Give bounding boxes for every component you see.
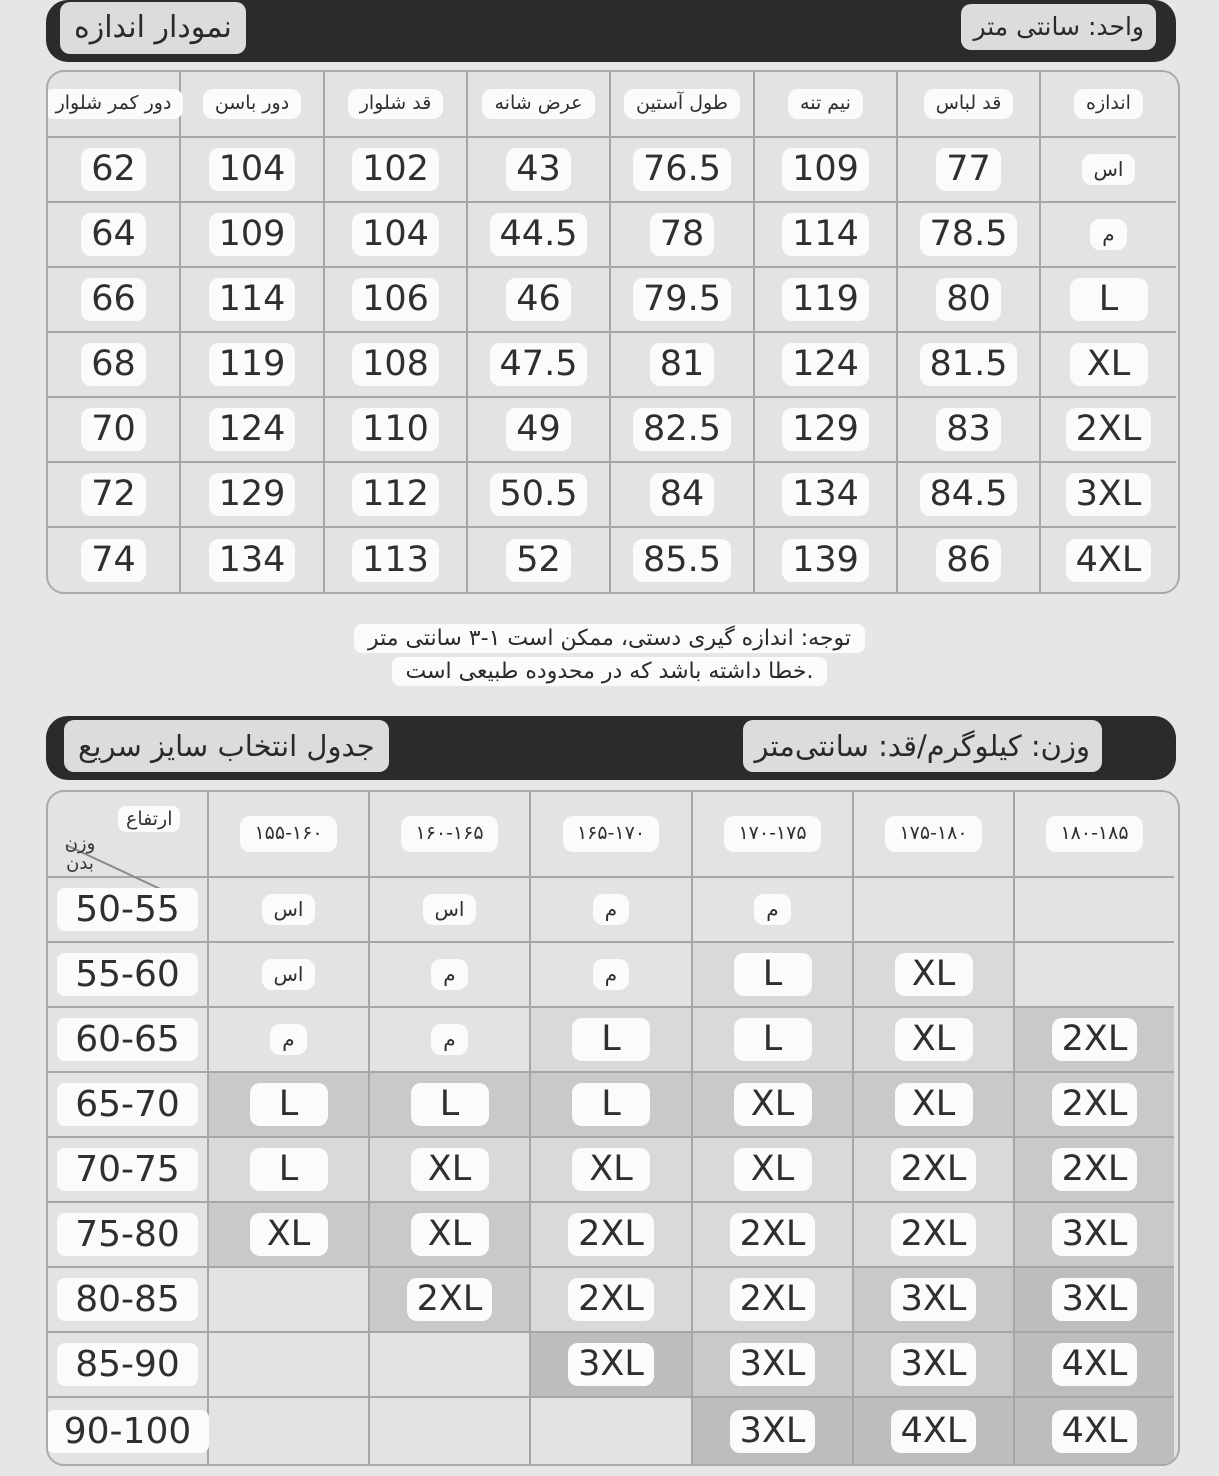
- size-recommendation-cell: [854, 1268, 1015, 1333]
- measurement-value: 50.5: [490, 473, 588, 515]
- recommended-size: 4XL: [891, 1410, 977, 1452]
- size-label: 2XL: [1066, 408, 1152, 450]
- measurement-value: 129: [782, 408, 869, 450]
- recommended-size: XL: [572, 1148, 650, 1190]
- measurement-value: 72: [81, 473, 146, 515]
- size-recommendation-cell: [209, 943, 370, 1008]
- recommended-size: م: [593, 894, 629, 925]
- size-cell: [48, 528, 181, 593]
- measurement-value: 43: [506, 148, 571, 190]
- recommended-size: 2XL: [568, 1278, 654, 1320]
- measurement-value: 49: [506, 408, 571, 450]
- size-recommendation-cell: [531, 1008, 693, 1073]
- size-cell: [181, 463, 325, 528]
- measurement-value: 114: [782, 213, 869, 255]
- measurement-value: 114: [209, 278, 296, 320]
- size-cell: [755, 138, 898, 203]
- size-recommendation-cell: [370, 1268, 531, 1333]
- size-chart-unit: واحد: سانتی متر: [961, 4, 1156, 50]
- size-chart-header: [46, 0, 1176, 62]
- weight-range: 50-55: [57, 888, 198, 931]
- height-range: ۱۷۵-۱۸۰: [885, 816, 981, 852]
- size-cell: [325, 463, 468, 528]
- quick-chart-table: [46, 790, 1180, 1466]
- weight-cell: [48, 1073, 209, 1138]
- size-cell: [48, 333, 181, 398]
- size-recommendation-cell: [531, 1268, 693, 1333]
- recommended-size: XL: [895, 1083, 973, 1125]
- size-recommendation-cell: [531, 1073, 693, 1138]
- recommended-size: L: [411, 1083, 489, 1125]
- size-recommendation-cell: [693, 878, 854, 943]
- recommended-size: 3XL: [730, 1410, 816, 1452]
- size-cell: [1041, 138, 1176, 203]
- measurement-value: 102: [352, 148, 439, 190]
- size-cell: [1041, 463, 1176, 528]
- size-recommendation-cell: [370, 1138, 531, 1203]
- note-line-2: خطا داشته باشد که در محدوده طبیعی است.: [392, 657, 828, 686]
- quick-chart-header: [46, 716, 1176, 780]
- recommended-size: 3XL: [1052, 1278, 1138, 1320]
- weight-range: 65-70: [57, 1083, 198, 1126]
- size-cell: [325, 528, 468, 593]
- recommended-size: XL: [250, 1213, 328, 1255]
- height-range: ۱۶۰-۱۶۵: [401, 816, 497, 852]
- measurement-value: 104: [352, 213, 439, 255]
- size-recommendation-cell: [531, 1398, 693, 1465]
- size-recommendation-cell: [1015, 943, 1174, 1008]
- recommended-size: XL: [895, 1018, 973, 1060]
- measurement-value: 139: [782, 539, 869, 581]
- size-recommendation-cell: [854, 1138, 1015, 1203]
- weight-range: 55-60: [57, 953, 198, 996]
- weight-cell: [48, 1138, 209, 1203]
- size-cell: [468, 203, 611, 268]
- measurement-value: 76.5: [633, 148, 731, 190]
- size-recommendation-cell: [209, 1138, 370, 1203]
- measurement-value: 70: [81, 408, 146, 450]
- quick-chart-title: جدول انتخاب سایز سریع: [64, 720, 389, 772]
- size-cell: [755, 203, 898, 268]
- height-header-cell: [1015, 792, 1174, 878]
- weight-range: 70-75: [57, 1148, 198, 1191]
- recommended-size: 3XL: [568, 1343, 654, 1385]
- recommended-size: 2XL: [730, 1278, 816, 1320]
- measurement-value: 64: [81, 213, 146, 255]
- size-cell: [755, 463, 898, 528]
- measurement-value: 112: [352, 473, 439, 515]
- measurement-value: 109: [782, 148, 869, 190]
- size-recommendation-cell: [370, 1008, 531, 1073]
- size-cell: [755, 398, 898, 463]
- size-cell: [898, 203, 1041, 268]
- measurement-value: 106: [352, 278, 439, 320]
- size-cell: [181, 333, 325, 398]
- recommended-size: XL: [734, 1083, 812, 1125]
- recommended-size: 2XL: [891, 1148, 977, 1190]
- column-header: طول آستین: [624, 89, 740, 119]
- corner-weight-label: وزن بدن: [64, 833, 96, 874]
- measurement-value: 74: [81, 539, 146, 581]
- recommended-size: 4XL: [1052, 1410, 1138, 1452]
- measurement-value: 82.5: [633, 408, 731, 450]
- size-cell: [325, 398, 468, 463]
- size-cell: [468, 398, 611, 463]
- recommended-size: 2XL: [1052, 1083, 1138, 1125]
- measurement-value: 124: [209, 408, 296, 450]
- size-cell: [755, 528, 898, 593]
- size-cell: [755, 333, 898, 398]
- size-recommendation-cell: [531, 1138, 693, 1203]
- size-recommendation-cell: [209, 1268, 370, 1333]
- size-label: L: [1070, 278, 1148, 320]
- measurement-value: 119: [209, 343, 296, 385]
- size-chart-title: نمودار اندازه: [60, 2, 246, 54]
- recommended-size: م: [431, 959, 467, 990]
- weight-cell: [48, 1203, 209, 1268]
- size-recommendation-cell: [854, 1073, 1015, 1138]
- size-cell: [611, 463, 755, 528]
- size-cell: [468, 463, 611, 528]
- size-chart-table: [46, 70, 1180, 594]
- measurement-value: 46: [506, 278, 571, 320]
- size-cell: [898, 138, 1041, 203]
- size-cell: [1041, 203, 1176, 268]
- weight-cell: [48, 1398, 209, 1465]
- quick-chart-unit: وزن: کیلوگرم/قد: سانتی‌متر: [743, 720, 1102, 772]
- size-recommendation-cell: [693, 1203, 854, 1268]
- weight-range: 60-65: [57, 1018, 198, 1061]
- measurement-value: 109: [209, 213, 296, 255]
- size-label: 3XL: [1066, 473, 1152, 515]
- size-cell: [611, 203, 755, 268]
- size-recommendation-cell: [854, 1008, 1015, 1073]
- recommended-size: L: [572, 1018, 650, 1060]
- size-header-cell: [755, 72, 898, 138]
- height-header-cell: [209, 792, 370, 878]
- weight-range: 80-85: [57, 1278, 198, 1321]
- size-cell: [611, 528, 755, 593]
- size-recommendation-cell: [1015, 1138, 1174, 1203]
- measurement-value: 86: [936, 539, 1001, 581]
- measurement-value: 81.5: [920, 343, 1018, 385]
- recommended-size: XL: [895, 953, 973, 995]
- weight-range: 85-90: [57, 1343, 198, 1386]
- measurement-value: 84: [650, 473, 715, 515]
- measurement-value: 129: [209, 473, 296, 515]
- measurement-value: 44.5: [490, 213, 588, 255]
- size-header-cell: [468, 72, 611, 138]
- size-recommendation-cell: [531, 878, 693, 943]
- recommended-size: L: [572, 1083, 650, 1125]
- size-recommendation-cell: [531, 1333, 693, 1398]
- measurement-value: 78.5: [920, 213, 1018, 255]
- measurement-value: 110: [352, 408, 439, 450]
- recommended-size: XL: [734, 1148, 812, 1190]
- measurement-value: 124: [782, 343, 869, 385]
- size-header-cell: [181, 72, 325, 138]
- size-recommendation-cell: [209, 1008, 370, 1073]
- size-cell: [181, 203, 325, 268]
- size-header-cell: [1041, 72, 1176, 138]
- size-cell: [468, 138, 611, 203]
- size-recommendation-cell: [1015, 1398, 1174, 1465]
- size-recommendation-cell: [209, 878, 370, 943]
- column-header: دور کمر شلوار: [46, 89, 183, 119]
- size-cell: [898, 333, 1041, 398]
- size-recommendation-cell: [370, 1333, 531, 1398]
- size-header-cell: [48, 72, 181, 138]
- size-cell: [898, 268, 1041, 333]
- weight-cell: [48, 1268, 209, 1333]
- measurement-value: 77: [936, 148, 1001, 190]
- size-cell: [325, 268, 468, 333]
- size-recommendation-cell: [370, 1203, 531, 1268]
- recommended-size: L: [250, 1148, 328, 1190]
- measurement-value: 134: [209, 539, 296, 581]
- recommended-size: اس: [262, 959, 316, 990]
- size-recommendation-cell: [693, 1073, 854, 1138]
- recommended-size: XL: [411, 1213, 489, 1255]
- size-recommendation-cell: [1015, 1268, 1174, 1333]
- recommended-size: 2XL: [730, 1213, 816, 1255]
- size-recommendation-cell: [1015, 878, 1174, 943]
- size-cell: [1041, 528, 1176, 593]
- size-cell: [325, 203, 468, 268]
- size-cell: [611, 268, 755, 333]
- measurement-note: [0, 622, 1219, 688]
- measurement-value: 85.5: [633, 539, 731, 581]
- measurement-value: 79.5: [633, 278, 731, 320]
- height-header-cell: [693, 792, 854, 878]
- weight-range: 75-80: [57, 1213, 198, 1256]
- column-header: اندازه: [1074, 89, 1143, 119]
- size-recommendation-cell: [531, 943, 693, 1008]
- recommended-size: 2XL: [1052, 1018, 1138, 1060]
- size-recommendation-cell: [209, 1333, 370, 1398]
- size-cell: [48, 203, 181, 268]
- note-line-1: توجه: اندازه گیری دستی، ممکن است ۱-۳ سانتی متر: [354, 624, 865, 653]
- measurement-value: 62: [81, 148, 146, 190]
- measurement-value: 108: [352, 343, 439, 385]
- size-label: XL: [1070, 343, 1148, 385]
- size-recommendation-cell: [1015, 1203, 1174, 1268]
- measurement-value: 66: [81, 278, 146, 320]
- size-recommendation-cell: [209, 1073, 370, 1138]
- recommended-size: 3XL: [1052, 1213, 1138, 1255]
- size-recommendation-cell: [693, 1398, 854, 1465]
- size-recommendation-cell: [693, 1008, 854, 1073]
- measurement-value: 68: [81, 343, 146, 385]
- size-recommendation-cell: [370, 878, 531, 943]
- size-cell: [898, 463, 1041, 528]
- recommended-size: م: [431, 1024, 467, 1055]
- recommended-size: 2XL: [891, 1213, 977, 1255]
- size-cell: [898, 398, 1041, 463]
- size-cell: [48, 398, 181, 463]
- size-cell: [1041, 398, 1176, 463]
- size-recommendation-cell: [854, 1203, 1015, 1268]
- size-recommendation-cell: [209, 1203, 370, 1268]
- recommended-size: 2XL: [407, 1278, 493, 1320]
- measurement-value: 80: [936, 278, 1001, 320]
- recommended-size: 3XL: [891, 1343, 977, 1385]
- size-label: م: [1090, 219, 1126, 250]
- recommended-size: XL: [411, 1148, 489, 1190]
- column-header: عرض شانه: [482, 89, 594, 119]
- recommended-size: 4XL: [1052, 1343, 1138, 1385]
- size-recommendation-cell: [370, 1073, 531, 1138]
- column-header: قد لباس: [924, 89, 1014, 119]
- measurement-value: 119: [782, 278, 869, 320]
- size-recommendation-cell: [854, 878, 1015, 943]
- size-recommendation-cell: [693, 1138, 854, 1203]
- height-header-cell: [854, 792, 1015, 878]
- measurement-value: 134: [782, 473, 869, 515]
- measurement-value: 113: [352, 539, 439, 581]
- size-cell: [48, 138, 181, 203]
- recommended-size: اس: [262, 894, 316, 925]
- measurement-value: 52: [506, 539, 571, 581]
- recommended-size: 3XL: [891, 1278, 977, 1320]
- measurement-value: 83: [936, 408, 1001, 450]
- height-range: ۱۷۰-۱۷۵: [724, 816, 820, 852]
- size-recommendation-cell: [854, 1333, 1015, 1398]
- size-cell: [611, 333, 755, 398]
- measurement-value: 47.5: [490, 343, 588, 385]
- size-recommendation-cell: [370, 1398, 531, 1465]
- size-header-cell: [611, 72, 755, 138]
- weight-cell: [48, 878, 209, 943]
- corner-height-label: ارتفاع: [118, 806, 180, 832]
- measurement-value: 104: [209, 148, 296, 190]
- size-recommendation-cell: [531, 1203, 693, 1268]
- recommended-size: م: [593, 959, 629, 990]
- recommended-size: اس: [423, 894, 477, 925]
- size-cell: [48, 268, 181, 333]
- size-recommendation-cell: [854, 943, 1015, 1008]
- size-cell: [468, 333, 611, 398]
- column-header: نیم تنه: [788, 89, 863, 119]
- size-cell: [181, 398, 325, 463]
- column-header: دور باسن: [203, 89, 301, 119]
- recommended-size: L: [250, 1083, 328, 1125]
- size-cell: [898, 528, 1041, 593]
- size-cell: [325, 138, 468, 203]
- size-recommendation-cell: [1015, 1008, 1174, 1073]
- recommended-size: 2XL: [1052, 1148, 1138, 1190]
- size-recommendation-cell: [209, 1398, 370, 1465]
- size-cell: [755, 268, 898, 333]
- measurement-value: 81: [650, 343, 715, 385]
- measurement-value: 78: [650, 213, 715, 255]
- size-cell: [325, 333, 468, 398]
- size-recommendation-cell: [370, 943, 531, 1008]
- size-cell: [48, 463, 181, 528]
- measurement-value: 84.5: [920, 473, 1018, 515]
- table-corner: [48, 792, 209, 878]
- height-header-cell: [531, 792, 693, 878]
- height-range: ۱۵۵-۱۶۰: [240, 816, 336, 852]
- size-cell: [181, 528, 325, 593]
- weight-range: 90-100: [46, 1410, 209, 1453]
- size-cell: [181, 268, 325, 333]
- size-recommendation-cell: [1015, 1073, 1174, 1138]
- weight-cell: [48, 943, 209, 1008]
- weight-cell: [48, 1008, 209, 1073]
- recommended-size: L: [734, 953, 812, 995]
- recommended-size: 3XL: [730, 1343, 816, 1385]
- recommended-size: 2XL: [568, 1213, 654, 1255]
- size-label: اس: [1082, 154, 1136, 185]
- size-label: 4XL: [1066, 539, 1152, 581]
- recommended-size: L: [734, 1018, 812, 1060]
- size-cell: [468, 268, 611, 333]
- size-cell: [1041, 333, 1176, 398]
- height-range: ۱۸۰-۱۸۵: [1046, 816, 1142, 852]
- weight-cell: [48, 1333, 209, 1398]
- size-header-cell: [325, 72, 468, 138]
- recommended-size: م: [270, 1024, 306, 1055]
- size-cell: [611, 398, 755, 463]
- height-range: ۱۶۵-۱۷۰: [563, 816, 659, 852]
- size-cell: [1041, 268, 1176, 333]
- size-cell: [611, 138, 755, 203]
- size-recommendation-cell: [693, 943, 854, 1008]
- size-recommendation-cell: [693, 1268, 854, 1333]
- size-header-cell: [898, 72, 1041, 138]
- size-recommendation-cell: [854, 1398, 1015, 1465]
- height-header-cell: [370, 792, 531, 878]
- size-recommendation-cell: [693, 1333, 854, 1398]
- size-cell: [468, 528, 611, 593]
- column-header: قد شلوار: [348, 89, 444, 119]
- size-cell: [181, 138, 325, 203]
- recommended-size: م: [754, 894, 790, 925]
- size-recommendation-cell: [1015, 1333, 1174, 1398]
